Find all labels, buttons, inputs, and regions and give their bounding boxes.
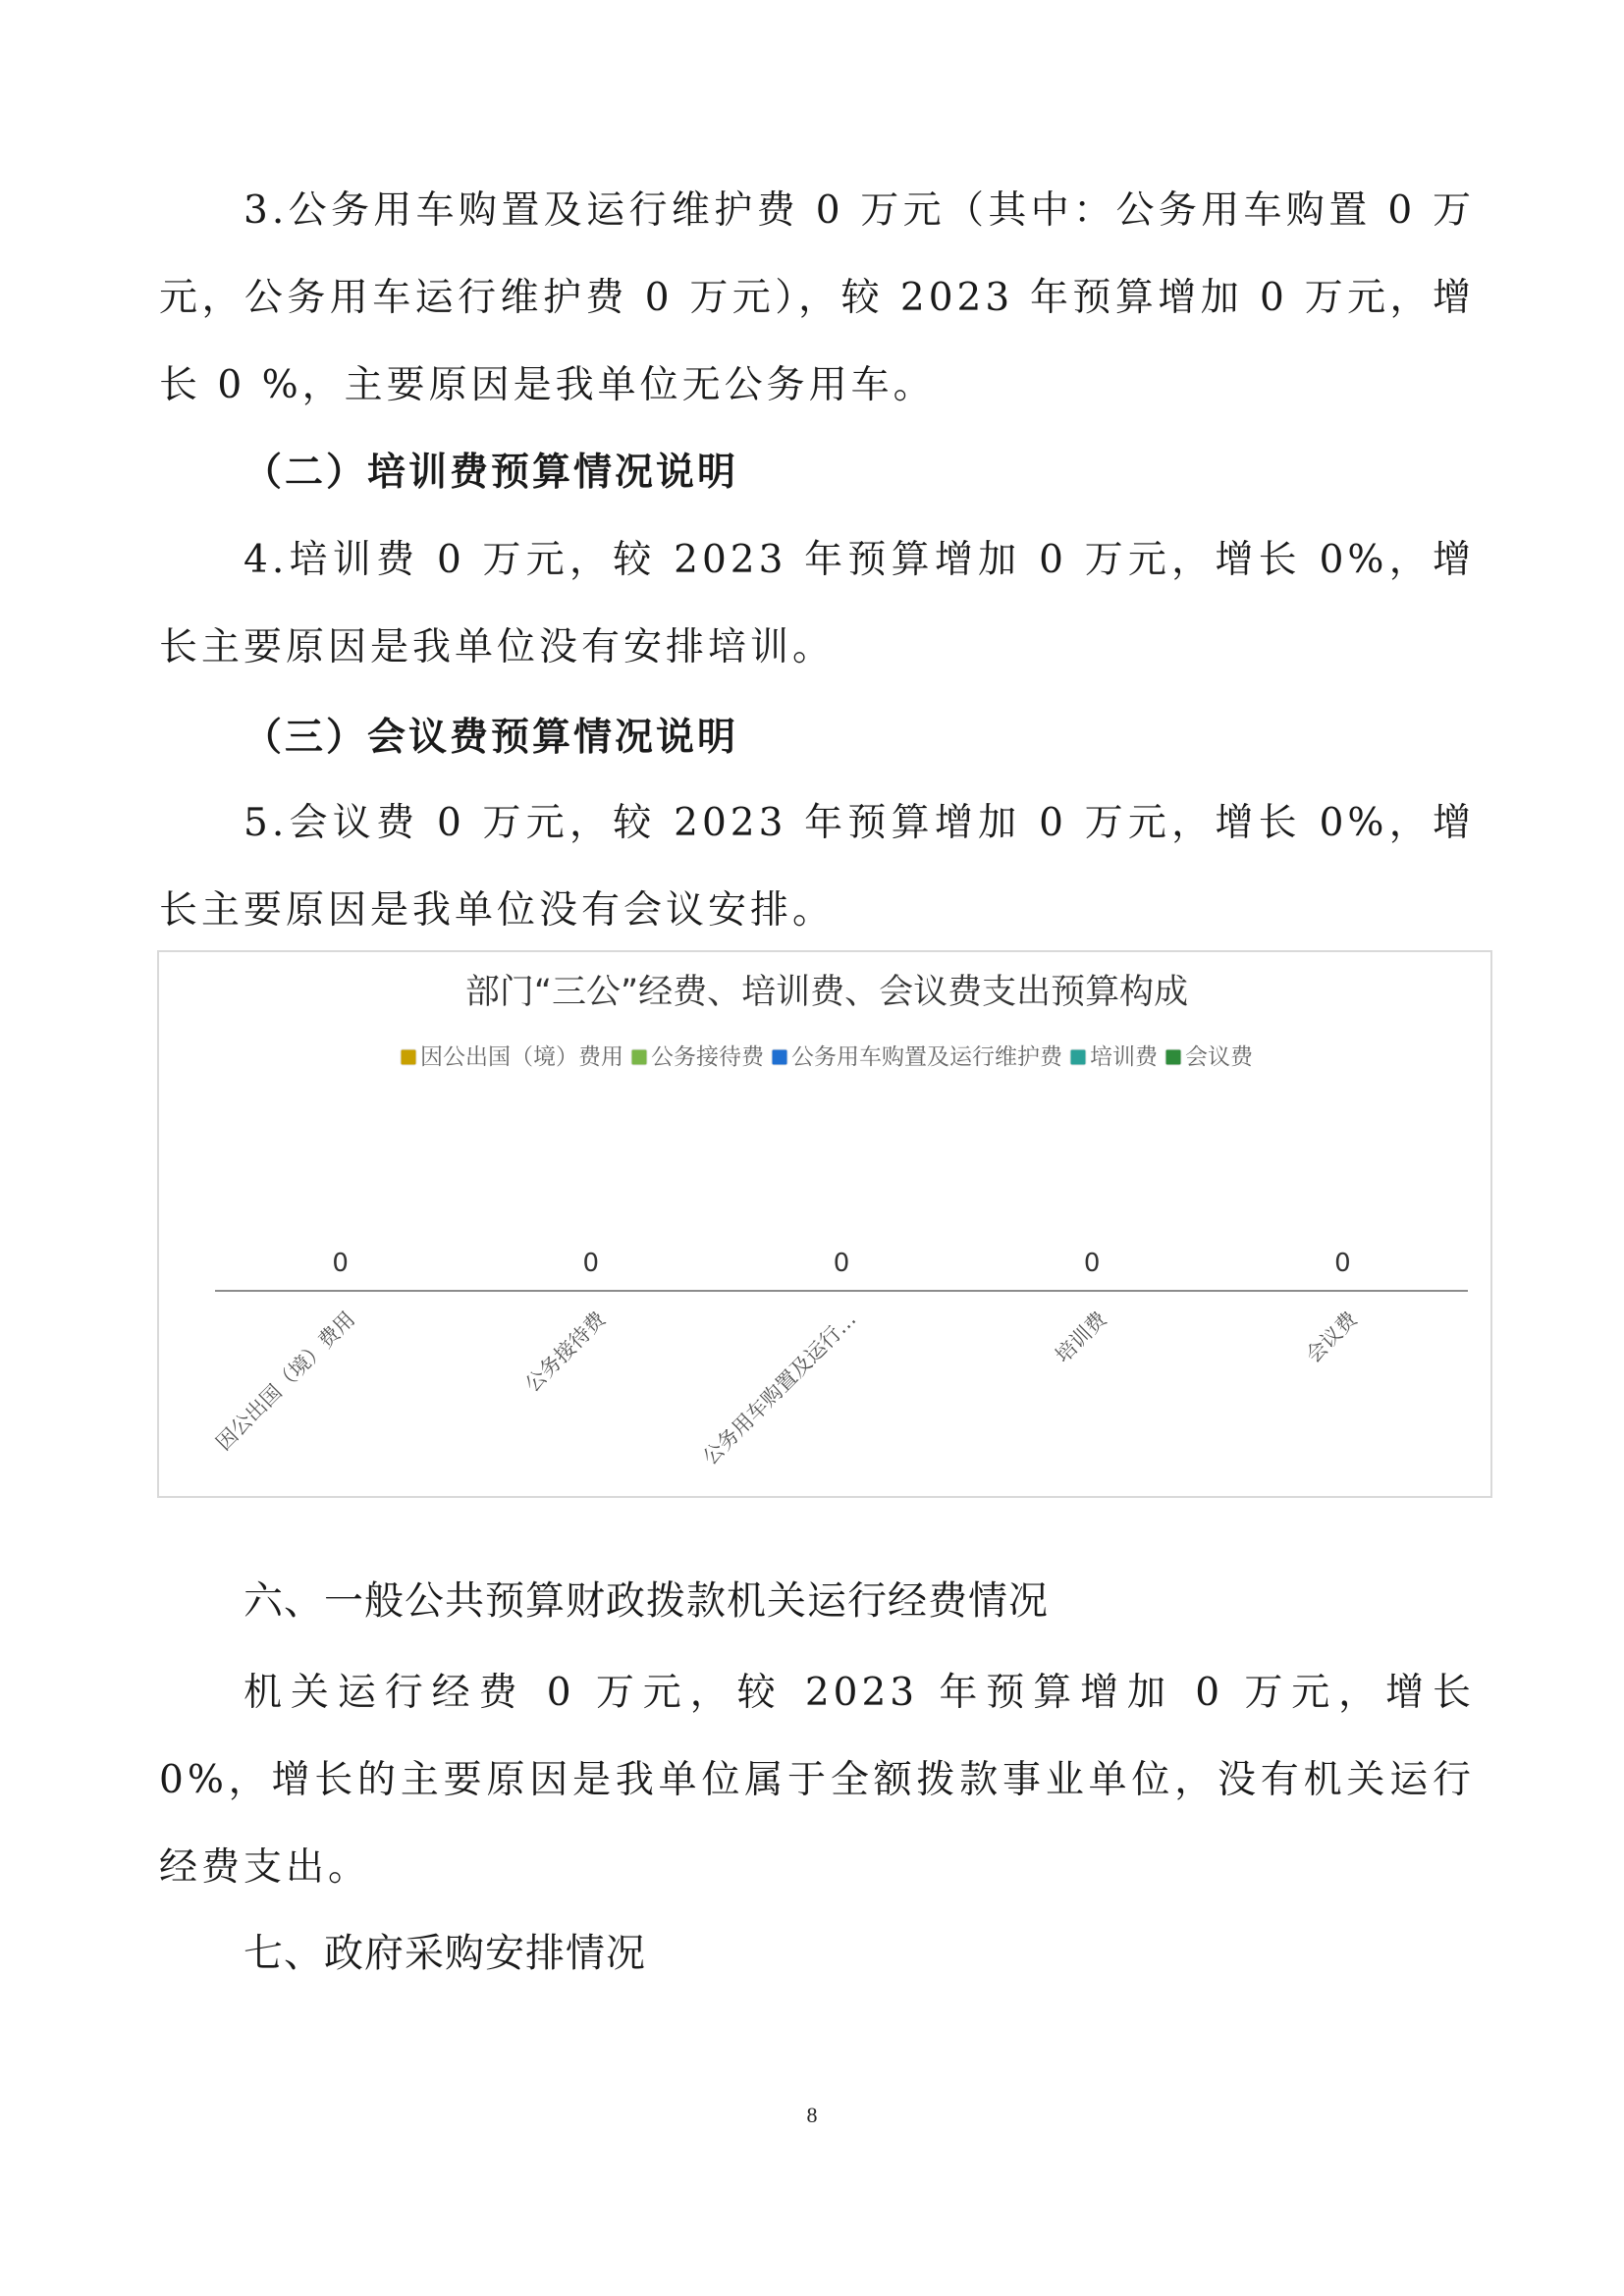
legend-item [401,1044,623,1070]
legend-label: 公务接待费 [651,1044,764,1070]
budget-composition-chart [157,950,1492,1498]
chart-category-labels [212,1307,1363,1469]
paragraph-vehicle-cost: 3.公务用车购置及运行维护费 0 万元（其中：公务用车购置 0 万元，公务用车运行维护费 0 万元），较 2023 年预算增加 0 万元，增长 0 %，主要原因是我单位无公务用车。 [159,188,1475,407]
legend-label: 因公出国（境）费用 [420,1044,623,1070]
legend-swatch [401,1049,416,1065]
chart-data-labels [332,1249,1350,1278]
legend-item [1165,1044,1254,1070]
data-label: 0 [1334,1249,1351,1278]
chart-title: 部门“三公”经费、培训费、会议费支出预算构成 [464,973,1189,1012]
heading-training-budget: （二）培训费预算情况说明 [244,450,739,495]
legend-item [772,1044,1063,1070]
data-label: 0 [332,1249,349,1278]
legend-label: 会议费 [1185,1044,1253,1070]
category-tick-label: 会议费 [1301,1307,1362,1368]
category-tick-label: 公务接待费 [520,1307,611,1397]
legend-label: 培训费 [1090,1044,1158,1070]
category-tick-label: 因公出国（境）费用 [211,1307,360,1456]
legend-swatch [1070,1049,1086,1065]
data-label: 0 [582,1249,600,1278]
category-tick-label: 培训费 [1051,1307,1111,1368]
category-tick-label: 公务用车购置及运行… [698,1307,861,1470]
chart-legend [401,1044,1254,1070]
heading-government-procurement: 七、政府采购安排情况 [244,1931,646,1976]
heading-operating-expenses: 六、一般公共预算财政拨款机关运行经费情况 [244,1578,1049,1624]
data-label: 0 [833,1249,850,1278]
paragraph-operating-expenses: 机关运行经费 0 万元，较 2023 年预算增加 0 万元，增长 0%，增长的主要原因是我单位属于全额拨款事业单位，没有机关运行经费支出。 [159,1671,1475,1890]
paragraph-meeting-cost: 5.会议费 0 万元，较 2023 年预算增加 0 万元，增长 0%，增长主要原因是我单位没有会议安排。 [159,801,1475,933]
legend-swatch [1165,1049,1181,1065]
chart-canvas [159,952,1494,1500]
legend-swatch [631,1049,647,1065]
heading-meeting-budget: （三）会议费预算情况说明 [244,715,739,760]
page-number: 8 [806,2103,818,2127]
legend-item [1070,1044,1159,1070]
legend-item [631,1044,765,1070]
legend-label: 公务用车购置及运行维护费 [791,1044,1062,1070]
data-label: 0 [1083,1249,1101,1278]
legend-swatch [772,1049,787,1065]
paragraph-training-cost: 4.培训费 0 万元，较 2023 年预算增加 0 万元，增长 0%，增长主要原因是我单位没有安排培训。 [159,538,1475,669]
